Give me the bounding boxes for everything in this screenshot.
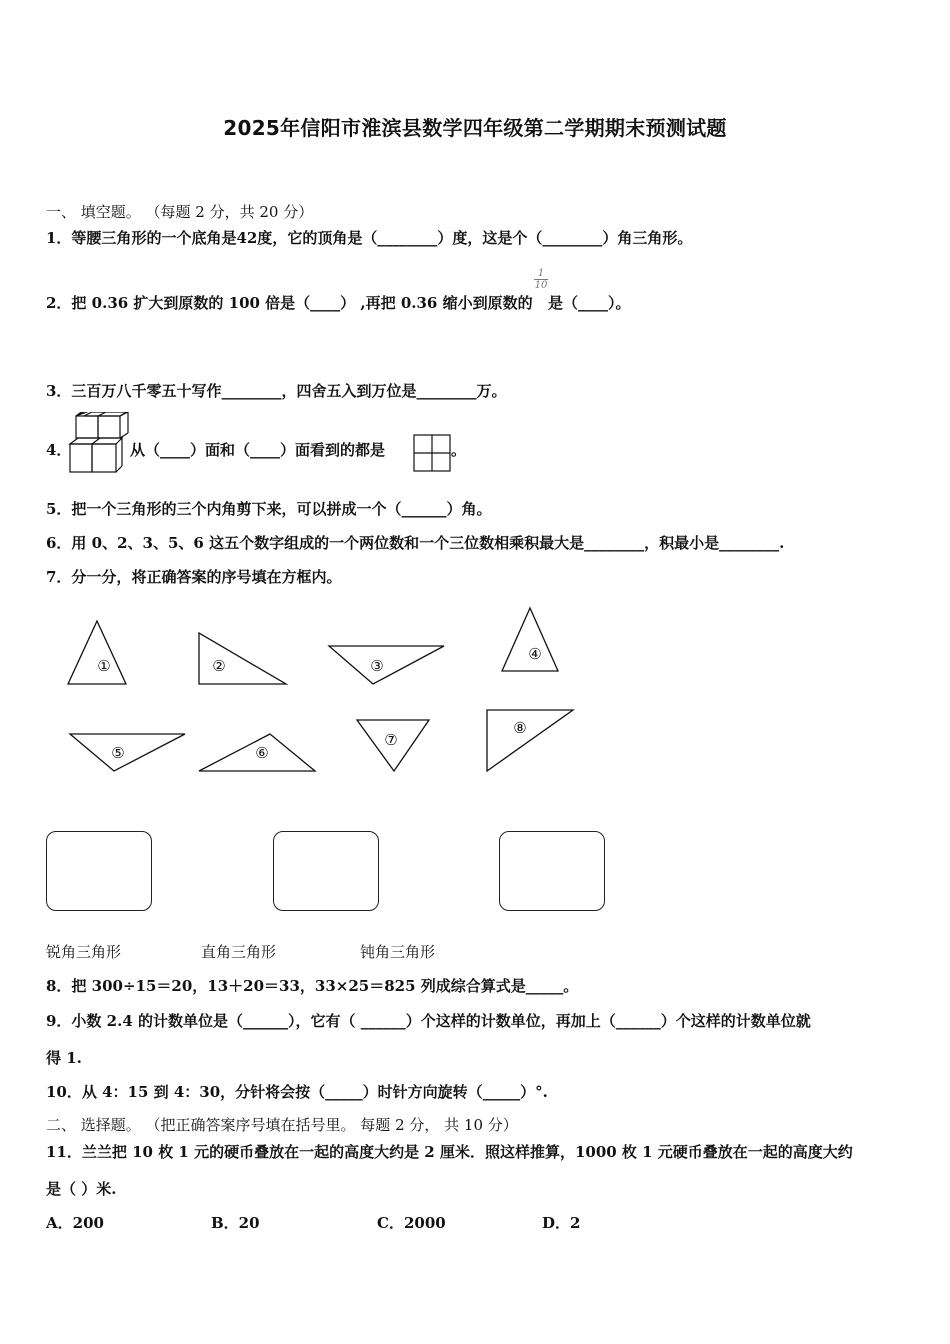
page-title: 2025年信阳市淮滨县数学四年级第二学期期末预测试题 [223, 116, 727, 140]
triangle-5-label: ⑤ [111, 744, 125, 762]
section-2-heading: 二、 选择题。 （把正确答案序号填在括号里。 每题 2 分， 共 10 分） [46, 1116, 518, 1134]
triangle-8 [487, 710, 573, 771]
question-3: 3．三百万八千零五十写作________，四舍五入到万位是________万。 [46, 382, 507, 400]
triangle-3-label: ③ [370, 657, 384, 675]
right-triangle-label: 直角三角形 [201, 943, 277, 961]
triangle-6-label: ⑥ [255, 744, 269, 762]
triangle-7-label: ⑦ [384, 731, 398, 749]
option-b[interactable]: B．20 [211, 1214, 260, 1232]
question-4-end: 。 [451, 441, 467, 459]
triangle-2-label: ② [212, 657, 226, 675]
cube-stack-figure [68, 412, 130, 474]
question-7: 7．分一分，将正确答案的序号填在方框内。 [46, 568, 342, 586]
fraction-one-tenth [534, 268, 548, 291]
triangle-4-label: ④ [528, 645, 542, 663]
question-2-part-2: 是（____）。 [548, 294, 631, 312]
obtuse-triangle-answer-box[interactable] [499, 831, 605, 911]
triangle-5 [70, 734, 185, 771]
right-triangle-answer-box[interactable] [273, 831, 379, 911]
question-4-text: 从（____）面和（____）面看到的都是 [130, 441, 386, 459]
option-a[interactable]: A．200 [46, 1214, 104, 1232]
two-by-two-grid-figure [413, 434, 451, 472]
triangles-figure [0, 600, 620, 790]
question-8: 8．把 300÷15＝20，13＋20＝33，33×25＝825 列成综合算式是_____。 [46, 977, 579, 995]
option-c[interactable]: C．2000 [377, 1214, 446, 1232]
question-10: 10．从 4：15 到 4：30，分针将会按（_____）时针方向旋转（_____）°. [46, 1083, 548, 1101]
triangle-3 [329, 646, 444, 684]
question-1: 1．等腰三角形的一个底角是42度，它的顶角是（________）度，这是个（________）角三角形。 [46, 229, 693, 247]
obtuse-triangle-label: 钝角三角形 [360, 943, 436, 961]
question-9-line-2: 得 1. [46, 1049, 82, 1067]
fraction-numerator: 1 [537, 268, 545, 279]
question-4-number: 4． [46, 441, 72, 459]
question-2-part-1: 2．把 0.36 扩大到原数的 100 倍是（____） ,再把 0.36 缩小到原数的 [46, 294, 533, 312]
question-6: 6．用 0、2、3、5、6 这五个数字组成的一个两位数和一个三位数相乘积最大是________，积最小是________. [46, 534, 785, 552]
section-1-heading: 一、 填空题。 （每题 2 分，共 20 分） [46, 203, 314, 221]
option-d[interactable]: D．2 [542, 1214, 581, 1232]
acute-triangle-label: 锐角三角形 [46, 943, 122, 961]
fraction-denominator: 10 [534, 280, 548, 291]
triangle-8-label: ⑧ [513, 719, 527, 737]
acute-triangle-answer-box[interactable] [46, 831, 152, 911]
question-11-line-2: 是（ ）米. [46, 1180, 117, 1198]
question-11-line-1: 11．兰兰把 10 枚 1 元的硬币叠放在一起的高度大约是 2 厘米．照这样推算，1000 枚 1 元硬币叠放在一起的高度大约 [46, 1143, 853, 1161]
question-9-line-1: 9．小数 2.4 的计数单位是（______），它有（ ______）个这样的计数单位，再加上（______）个这样的计数单位就 [46, 1012, 811, 1030]
triangle-1-label: ① [97, 657, 111, 675]
question-5: 5．把一个三角形的三个内角剪下来，可以拼成一个（______）角。 [46, 500, 492, 518]
